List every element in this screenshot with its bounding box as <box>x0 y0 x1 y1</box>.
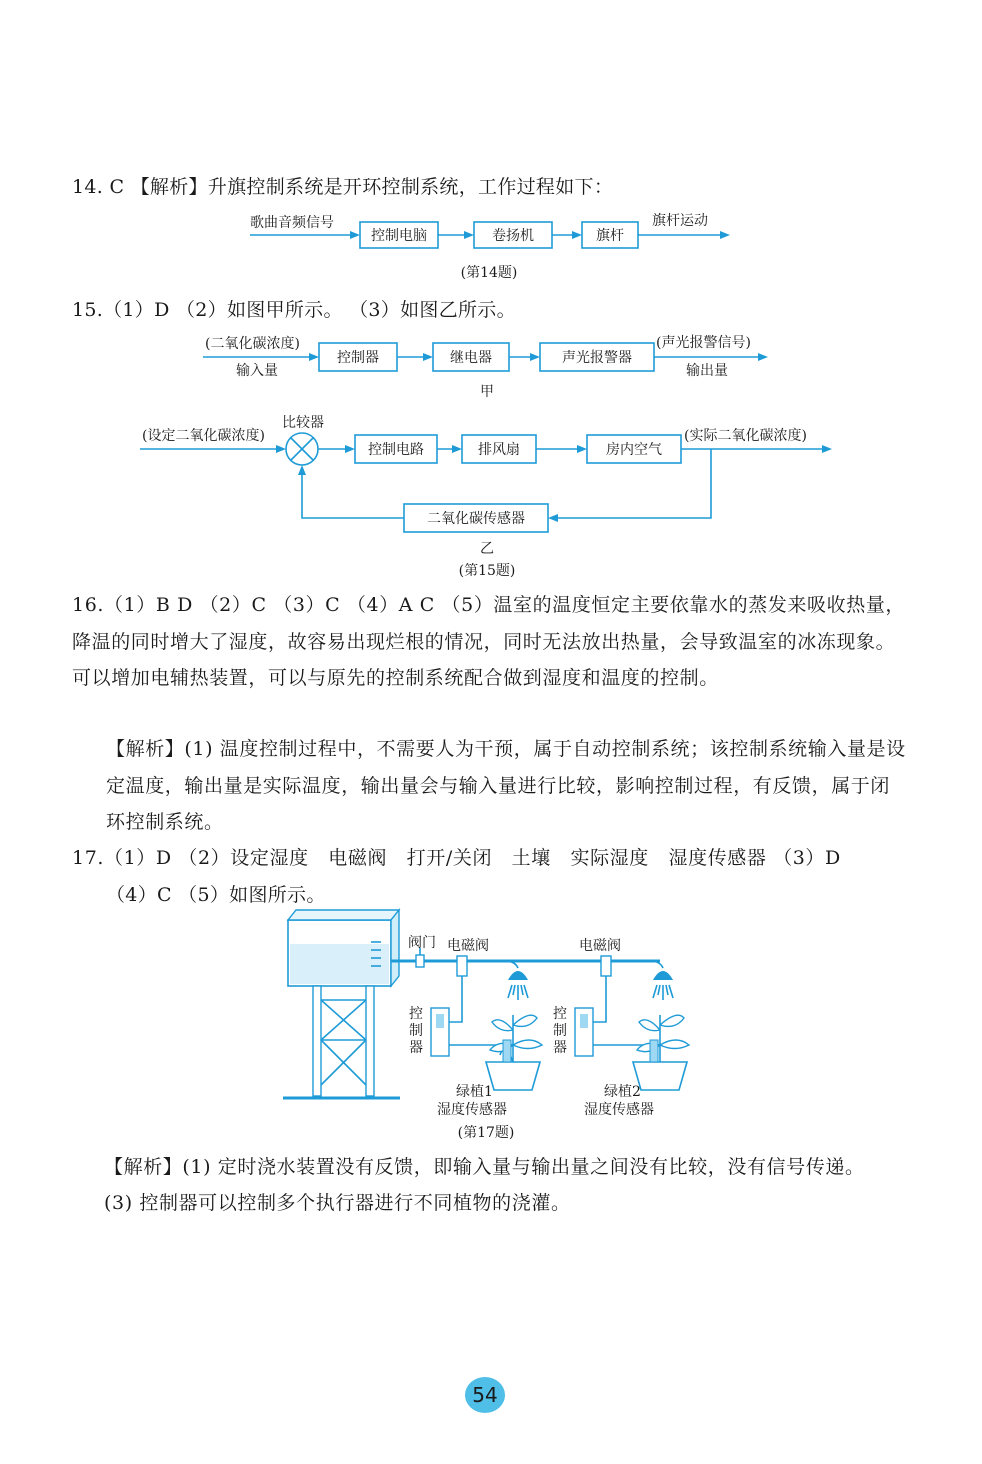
plant1-label: 绿植1 <box>456 1084 493 1100</box>
q17-caption: (第17题) <box>457 1125 515 1141</box>
water-tower-icon <box>283 986 400 1098</box>
page-number-badge: 54 <box>465 1377 505 1413</box>
q15-jia-box3-label: 声光报警器 <box>562 350 632 366</box>
q14-caption: (第14题) <box>460 265 518 281</box>
plant-1-icon <box>486 1015 542 1090</box>
water-tank-icon <box>288 910 399 986</box>
plant-2-icon <box>633 1015 689 1090</box>
q15-jia-input-top: (二氧化碳浓度) <box>205 336 300 352</box>
controller1-char2: 制 <box>409 1023 423 1039</box>
q15-yi-feedback-label: 二氧化碳传感器 <box>427 511 525 527</box>
controller1-char3: 器 <box>409 1040 423 1056</box>
valve-label: 阀门 <box>408 935 436 951</box>
q16-analysis: 【解析】(1) 温度控制过程中，不需要人为干预，属于自动控制系统；该控制系统输入量是设定温度，输出量是实际温度，输出量会与输入量进行比较，影响控制过程，有反馈，属于闭环控制系统。 <box>106 738 906 833</box>
q15-yi-box1-label: 控制电路 <box>368 442 424 458</box>
sensor1-label: 湿度传感器 <box>437 1102 507 1118</box>
q15-yi-box2-label: 排风扇 <box>478 442 520 458</box>
q15-jia-input-bottom: 输入量 <box>236 363 278 379</box>
q14-line: 14. C 【解析】升旗控制系统是开环控制系统，工作过程如下： <box>72 176 614 198</box>
q15-caption: (第15题) <box>458 563 516 579</box>
q15-line: 15.（1）D （2）如图甲所示。 （3）如图乙所示。 <box>72 299 516 321</box>
controller2-char3: 器 <box>553 1040 567 1056</box>
q14-input-label: 歌曲音频信号 <box>250 215 334 231</box>
q15-yi-input: (设定二氧化碳浓度) <box>142 428 265 444</box>
solenoid1-label: 电磁阀 <box>447 938 489 954</box>
controller2-char1: 控 <box>553 1006 567 1022</box>
q15-jia-label: 甲 <box>480 384 494 400</box>
plant2-label: 绿植2 <box>604 1084 641 1100</box>
q15-jia-box2-label: 继电器 <box>450 350 492 366</box>
sprinkler-1-icon <box>505 961 528 1000</box>
q14-box1-label: 控制电脑 <box>371 228 427 244</box>
controller2-char2: 制 <box>553 1023 567 1039</box>
q16-answer: 16.（1）B D （2）C （3）C （4）A C （5）温室的温度恒定主要依靠水的蒸发来吸收热量，降温的同时增大了湿度，故容易出现烂根的情况，同时无法放出热量，会导致温室的冰冻现象。可以增加电辅热装置，可以与原先的控制系统配合做到湿度和温度的控制。 <box>72 594 906 689</box>
q17-analysis1: 【解析】(1) 定时浇水装置没有反馈，即输入量与输出量之间没有比较，没有信号传递。 <box>104 1156 865 1178</box>
q15-yi-label: 乙 <box>480 541 494 557</box>
sensor2-label: 湿度传感器 <box>584 1102 654 1118</box>
q15-jia-output-bottom: 输出量 <box>686 363 728 379</box>
q15-yi-comparator-label: 比较器 <box>282 415 324 431</box>
q17-line2: （4）C （5）如图所示。 <box>106 884 326 906</box>
q15-jia-box1-label: 控制器 <box>337 350 379 366</box>
solenoid2-label: 电磁阀 <box>579 938 621 954</box>
q14-output-label: 旗杆运动 <box>652 213 708 229</box>
q14-box3-label: 旗杆 <box>596 228 624 244</box>
sprinkler-2-icon <box>650 961 673 1000</box>
q17-line1: 17.（1）D （2）设定湿度 电磁阀 打开/关闭 土壤 实际湿度 湿度传感器 （3）D <box>72 847 841 869</box>
q15-yi-box3-label: 房内空气 <box>606 442 662 458</box>
q17-analysis2: (3) 控制器可以控制多个执行器进行不同植物的浇灌。 <box>104 1192 571 1214</box>
solenoid-valve-2-icon <box>601 956 611 976</box>
controller1-char1: 控 <box>409 1006 423 1022</box>
solenoid-valve-1-icon <box>457 956 467 976</box>
q15-jia-output-top: (声光报警信号) <box>656 335 751 351</box>
q15-yi-output: (实际二氧化碳浓度) <box>684 428 807 444</box>
q14-box2-label: 卷扬机 <box>492 228 534 244</box>
